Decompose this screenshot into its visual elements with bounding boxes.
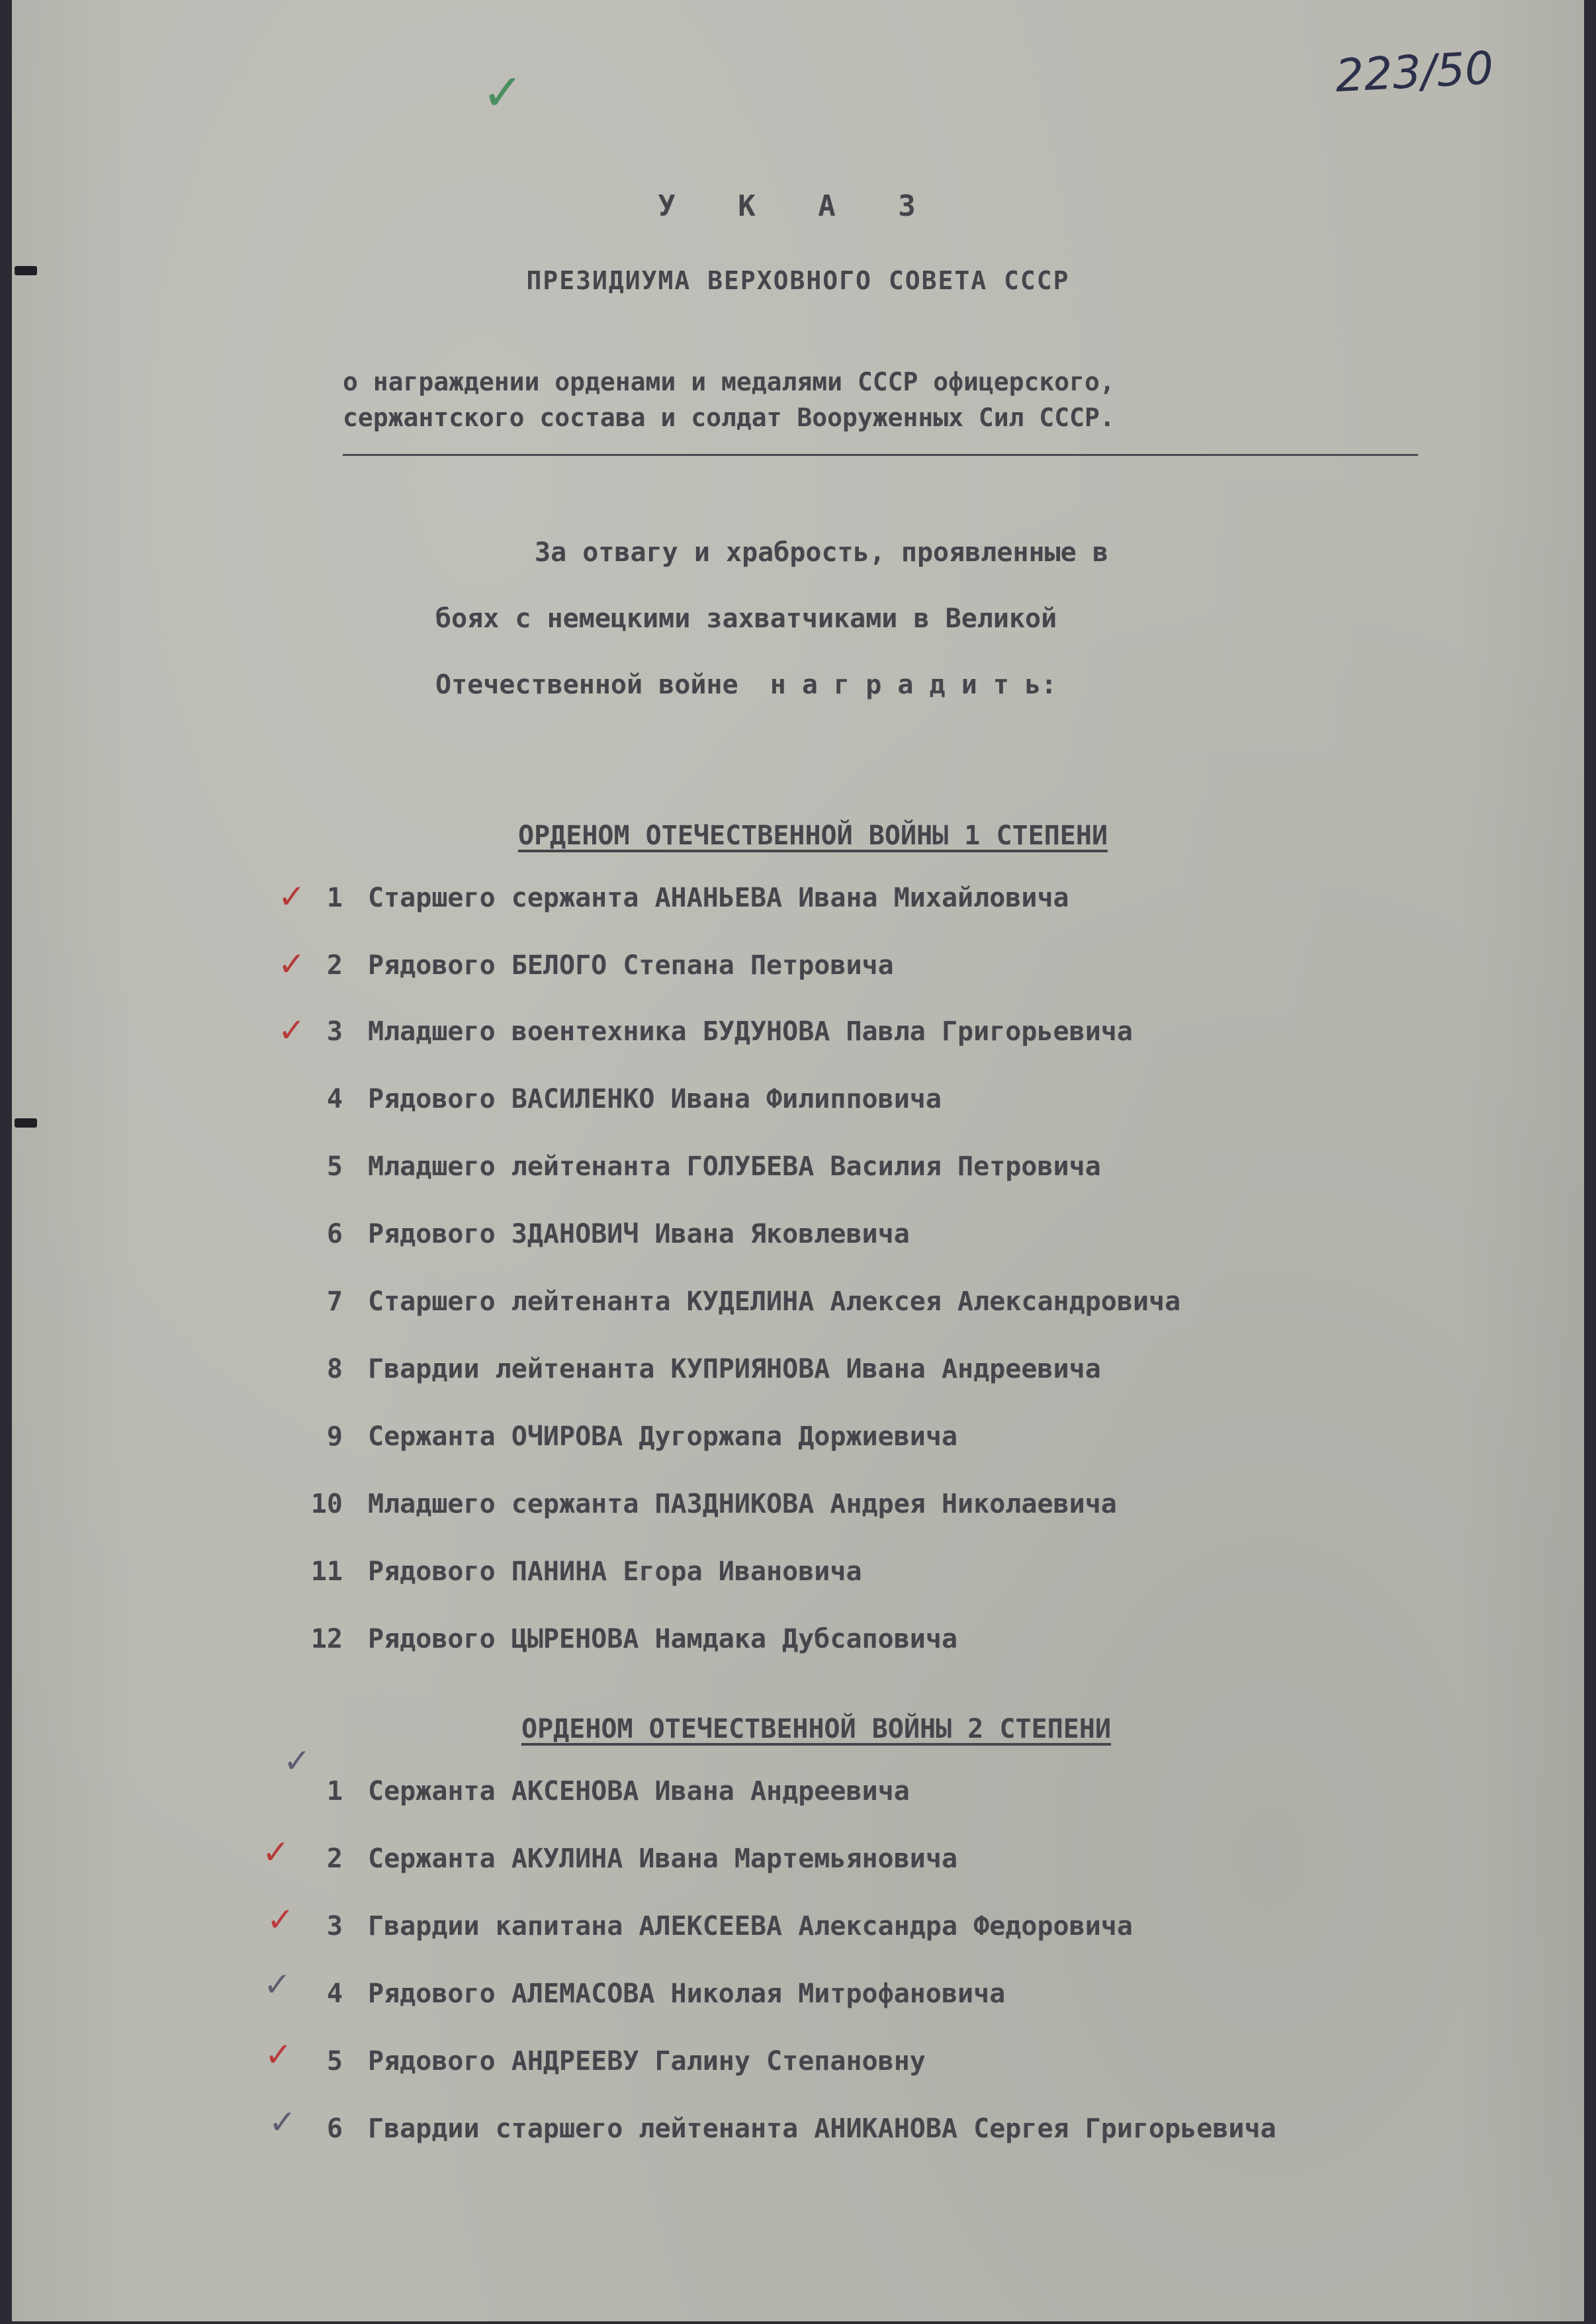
list-item	[12, 1219, 1584, 1259]
award-recipient: Рядового ЗДАНОВИЧ Ивана Яковлевича	[368, 1219, 910, 1249]
award-recipient: Сержанта АКСЕНОВА Ивана Андреевича	[368, 1776, 910, 1807]
award-recipient: Рядового ПАНИНА Егора Ивановича	[368, 1556, 862, 1587]
award-recipient: Младшего лейтенанта ГОЛУБЕВА Василия Петровича	[368, 1151, 1101, 1182]
preamble-line-2: боях с немецкими захватчиками в Великой	[435, 603, 1057, 634]
section-2-title: ОРДЕНОМ ОТЕЧЕСТВЕННОЙ ВОЙНЫ 2 СТЕПЕНИ	[521, 1714, 1112, 1744]
archive-number: 223/50	[1334, 42, 1495, 103]
award-recipient: Сержанта ОЧИРОВА Дугоржапа Доржиевича	[368, 1421, 958, 1452]
row-number: 1	[326, 1776, 343, 1807]
row-number: 5	[326, 2046, 343, 2077]
award-recipient: Старшего сержанта АНАНЬЕВА Ивана Михайловича	[368, 883, 1069, 913]
award-recipient: Гвардии старшего лейтенанта АНИКАНОВА Сергея Григорьевича	[368, 2114, 1276, 2144]
row-number: 4	[326, 1979, 343, 2009]
award-recipient: Младшего воентехника БУДУНОВА Павла Григорьевича	[368, 1016, 1133, 1047]
about-line-2: сержантского состава и солдат Вооруженных Сил СССР.	[343, 403, 1115, 432]
document-title: У К А З	[658, 189, 938, 223]
section-1-title: ОРДЕНОМ ОТЕЧЕСТВЕННОЙ ВОЙНЫ 1 СТЕПЕНИ	[518, 821, 1108, 851]
award-recipient: Гвардии лейтенанта КУПРИЯНОВА Ивана Андреевича	[368, 1354, 1101, 1384]
list-item	[12, 1151, 1584, 1191]
list-item	[12, 1742, 1584, 1816]
row-number: 11	[310, 1556, 343, 1587]
preamble-line-3: Отечественной войне н а г р а д и т ь:	[435, 670, 1057, 700]
award-recipient: Сержанта АКУЛИНА Ивана Мартемьяновича	[368, 1844, 958, 1874]
row-number: 3	[326, 1016, 343, 1047]
list-item	[12, 1084, 1584, 1124]
grey-check-icon: ✓	[263, 1965, 291, 2004]
award-recipient: Рядового БЕЛОГО Степана Петровича	[368, 950, 894, 981]
green-check-icon: ✓	[482, 63, 524, 122]
row-number: 3	[326, 1911, 343, 1942]
row-number: 12	[310, 1624, 343, 1654]
list-item	[12, 1900, 1584, 1951]
document-about	[343, 364, 1115, 435]
award-recipient: Старшего лейтенанта КУДЕЛИНА Алексея Александровича	[368, 1286, 1181, 1317]
red-check-icon: ✓	[265, 2035, 292, 2074]
document-subtitle: ПРЕЗИДИУМА ВЕРХОВНОГО СОВЕТА СССР	[526, 266, 1070, 295]
award-recipient: Рядового ВАСИЛЕНКО Ивана Филипповича	[368, 1084, 942, 1114]
list-item	[12, 1354, 1584, 1394]
row-number: 6	[326, 2114, 343, 2144]
row-number: 1	[326, 883, 343, 913]
list-item	[12, 877, 1584, 922]
award-recipient: Младшего сержанта ПАЗДНИКОВА Андрея Николаевича	[368, 1489, 1117, 1519]
list-item	[12, 1833, 1584, 1883]
red-check-icon: ✓	[278, 877, 306, 916]
row-number: 7	[326, 1286, 343, 1317]
list-item	[12, 2103, 1584, 2153]
award-recipient: Гвардии капитана АЛЕКСЕЕВА Александра Федоровича	[368, 1911, 1133, 1942]
list-item	[12, 1286, 1584, 1326]
row-number: 6	[326, 1219, 343, 1249]
list-item	[12, 1556, 1584, 1596]
about-underline	[343, 454, 1418, 456]
document-page	[12, 0, 1584, 2321]
row-number: 9	[326, 1421, 343, 1452]
row-number: 2	[326, 950, 343, 981]
list-item	[12, 1624, 1584, 1664]
award-recipient: Рядового АЛЕМАСОВА Николая Митрофановича	[368, 1979, 1006, 2009]
list-item	[12, 1965, 1584, 2018]
red-check-icon: ✓	[262, 1833, 290, 1871]
red-check-icon: ✓	[267, 1900, 294, 1939]
red-check-icon: ✓	[278, 945, 306, 983]
grey-check-icon: ✓	[269, 2103, 296, 2141]
award-recipient: Рядового АНДРЕЕВУ Галину Степановну	[368, 2046, 926, 2077]
list-item	[12, 1489, 1584, 1529]
row-number: 10	[310, 1489, 343, 1519]
preamble-line-1: За отвагу и храбрость, проявленные в	[535, 537, 1108, 568]
row-number: 4	[326, 1084, 343, 1114]
list-item	[12, 2035, 1584, 2086]
award-recipient: Рядового ЦЫРЕНОВА Намдака Дубсаповича	[368, 1624, 958, 1654]
grey-check-icon: ✓	[283, 1742, 311, 1780]
list-item	[12, 945, 1584, 990]
row-number: 8	[326, 1354, 343, 1384]
red-check-icon: ✓	[278, 1011, 306, 1050]
row-number: 2	[326, 1844, 343, 1874]
row-number: 5	[326, 1151, 343, 1182]
list-item	[12, 1421, 1584, 1461]
list-item	[12, 1011, 1584, 1056]
about-line-1: о награждении орденами и медалями СССР офицерского,	[343, 367, 1115, 396]
